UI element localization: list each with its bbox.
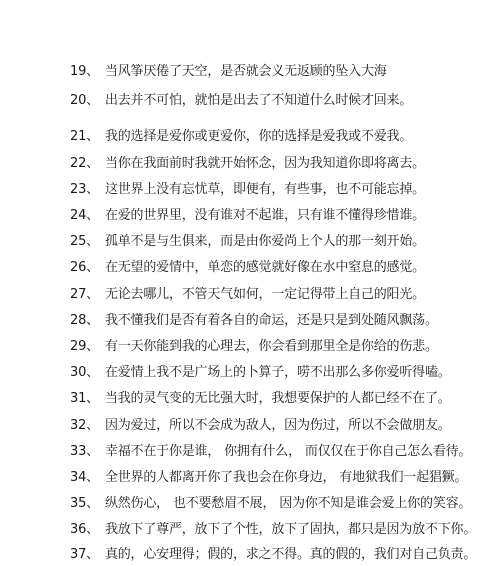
line-text: 全世界的人都离开你了我也会在你身边， 有地狱我们一起猖獗。 <box>104 470 468 485</box>
quote-line-20 <box>70 92 490 110</box>
line-number: 29、 <box>70 339 99 354</box>
line-number: 24、 <box>70 208 99 223</box>
quote-line-24 <box>70 207 490 225</box>
line-text: 在无望的爱情中，单恋的感觉就好像在水中窒息的感觉。 <box>104 260 425 275</box>
line-text: 真的，心安理得；假的，求之不得。真的假的，我们对自己负责。 <box>104 547 477 562</box>
quote-line-23 <box>70 181 490 199</box>
quote-line-27 <box>70 286 490 304</box>
line-text: 纵然伤心， 也不要愁眉不展， 因为你不知是谁会爱上你的笑容。 <box>104 496 472 511</box>
line-number: 36、 <box>70 522 99 537</box>
line-text: 在爱的世界里，没有谁对不起谁，只有谁不懂得珍惜谁。 <box>104 208 425 223</box>
quote-line-34 <box>70 469 490 487</box>
quote-line-28 <box>70 312 490 330</box>
line-number: 32、 <box>70 418 99 433</box>
line-number: 19、 <box>70 64 99 79</box>
line-text: 因为爱过，所以不会成为敌人，因为伤过，所以不会做朋友。 <box>104 418 451 433</box>
line-number: 34、 <box>70 470 99 485</box>
quote-line-22 <box>70 155 490 173</box>
line-number: 23、 <box>70 182 99 197</box>
line-number: 28、 <box>70 313 99 328</box>
line-text: 我放下了尊严，放下了个性，放下了固执，都只是因为放不下你。 <box>104 522 477 537</box>
line-text: 当你在我面前时我就开始怀念，因为我知道你即将离去。 <box>104 156 425 171</box>
line-number: 26、 <box>70 260 99 275</box>
quote-line-29 <box>70 338 490 356</box>
line-number: 37、 <box>70 547 99 562</box>
line-number: 35、 <box>70 496 99 511</box>
quote-line-25 <box>70 233 490 251</box>
line-text: 当风筝厌倦了天空，是否就会义无返顾的坠入大海 <box>104 64 387 79</box>
quote-line-35 <box>70 495 490 513</box>
quote-line-26 <box>70 259 490 277</box>
quote-line-30 <box>70 364 490 382</box>
line-text: 孤单不是与生俱来，而是由你爱尚上个人的那一刻开始。 <box>104 234 425 249</box>
quote-line-21 <box>70 128 490 146</box>
line-number: 25、 <box>70 234 99 249</box>
line-text: 无论去哪儿，不管天气如何，一定记得带上自己的阳光。 <box>104 287 425 302</box>
line-text: 这世界上没有忘忧草，即便有，有些事，也不可能忘掉。 <box>104 182 425 197</box>
line-text: 出去并不可怕，就怕是出去了不知道什么时候才回来。 <box>104 93 413 108</box>
line-number: 27、 <box>70 287 99 302</box>
line-number: 33、 <box>70 444 99 459</box>
line-number: 22、 <box>70 156 99 171</box>
line-number: 30、 <box>70 365 99 380</box>
line-number: 21、 <box>70 129 99 144</box>
quote-line-37 <box>70 546 490 564</box>
quote-line-32 <box>70 417 490 435</box>
line-number: 20、 <box>70 93 99 108</box>
line-number: 31、 <box>70 391 99 406</box>
line-text: 在爱情上我不是广场上的卜算子，唠不出那么多你爱听得嗑。 <box>104 365 451 380</box>
quote-line-31 <box>70 390 490 408</box>
quote-line-36 <box>70 521 490 539</box>
quote-line-19 <box>70 63 490 81</box>
line-text: 我不懂我们是否有着各自的命运，还是只是到处随风飘荡。 <box>104 313 438 328</box>
quote-line-33 <box>70 443 490 461</box>
line-text: 幸福不在于你是谁， 你拥有什么， 而仅仅在于你自己怎么看待。 <box>104 444 472 459</box>
line-text: 当我的灵气变的无比强大时，我想要保护的人都已经不在了。 <box>104 391 451 406</box>
line-text: 有一天你能到我的心理去，你会看到那里全是你给的伤悲。 <box>104 339 438 354</box>
line-text: 我的选择是爱你或更爱你，你的选择是爱我或不爱我。 <box>104 129 413 144</box>
